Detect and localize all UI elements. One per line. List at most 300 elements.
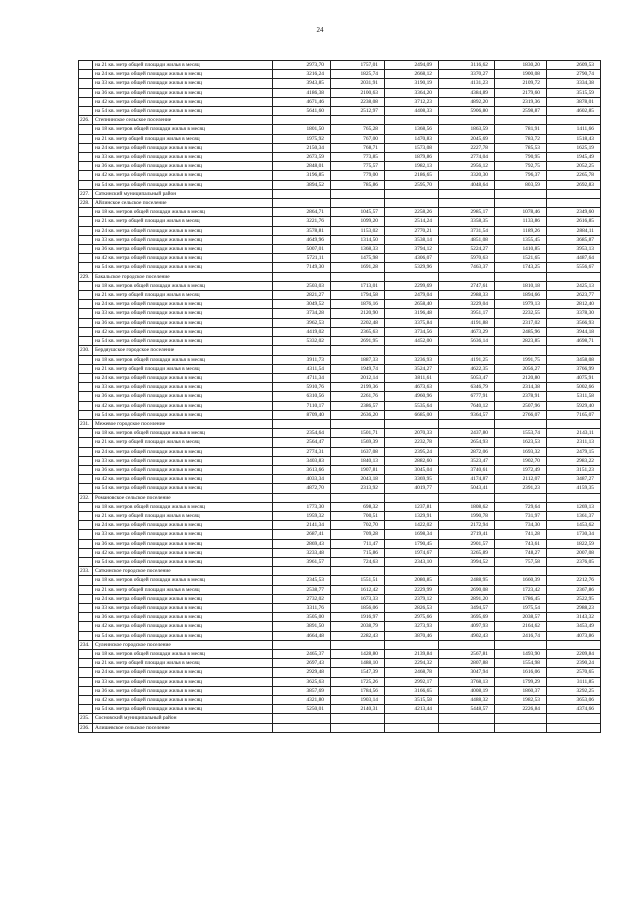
empty-cell — [385, 116, 439, 125]
value-cell: 790,95 — [495, 153, 547, 162]
empty-cell — [495, 419, 547, 428]
value-cell: 3894,52 — [273, 180, 331, 189]
empty-index-cell — [79, 410, 93, 419]
section-number: 233. — [79, 567, 93, 576]
empty-index-cell — [79, 254, 93, 263]
row-label: на 42 кв. метра общей площади жилья в месяц — [93, 696, 273, 705]
value-cell: 1623,53 — [495, 438, 547, 447]
empty-index-cell — [79, 171, 93, 180]
value-cell: 2598,87 — [495, 107, 547, 116]
value-cell: 2567,81 — [439, 650, 495, 659]
value-cell: 2826,53 — [385, 603, 439, 612]
value-cell: 2929,48 — [273, 668, 331, 677]
empty-cell — [331, 346, 385, 355]
value-cell: 2139,84 — [385, 650, 439, 659]
row-label: на 36 кв. метра общей площади жилья в месяц — [93, 88, 273, 97]
value-cell: 2697,43 — [273, 659, 331, 668]
value-cell: 3229,04 — [439, 300, 495, 309]
empty-index-cell — [79, 318, 93, 327]
value-cell: 3740,61 — [439, 465, 495, 474]
value-cell: 2038,57 — [495, 613, 547, 622]
empty-cell — [439, 199, 495, 208]
table-row — [79, 401, 601, 410]
value-cell: 4902,43 — [439, 631, 495, 640]
value-cell: 2812,40 — [547, 300, 601, 309]
empty-cell — [273, 116, 331, 125]
empty-cell — [273, 640, 331, 649]
row-label: на 18 кв. метров общей площади жилья в месяц — [93, 650, 273, 659]
value-cell: 2319,36 — [495, 97, 547, 106]
value-cell: 5910,76 — [273, 383, 331, 392]
value-cell: 3320,30 — [439, 171, 495, 180]
table-row — [79, 502, 601, 511]
empty-index-cell — [79, 401, 93, 410]
value-cell: 8709,40 — [273, 410, 331, 419]
value-cell: 4384,89 — [439, 88, 495, 97]
table-row — [79, 373, 601, 382]
section-title: Бердяушское городское поселение — [93, 346, 273, 355]
value-cell: 715,86 — [331, 548, 385, 557]
value-cell: 2616,85 — [547, 217, 601, 226]
value-cell: 4131,23 — [439, 79, 495, 88]
value-cell: 2390,24 — [547, 659, 601, 668]
row-label: на 42 кв. метра общей площади жилья в месяц — [93, 475, 273, 484]
value-cell: 4851,08 — [439, 235, 495, 244]
value-cell: 4033,34 — [273, 475, 331, 484]
value-cell: 775,57 — [331, 162, 385, 171]
value-cell: 3768,13 — [439, 677, 495, 686]
empty-cell — [385, 714, 439, 723]
section-number: 236. — [79, 723, 93, 732]
table-row — [79, 281, 601, 290]
empty-index-cell — [79, 364, 93, 373]
section-number: 226. — [79, 116, 93, 125]
row-label: на 36 кв. метра общей площади жилья в месяц — [93, 392, 273, 401]
section-number: 228. — [79, 199, 93, 208]
value-cell: 5002,66 — [547, 383, 601, 392]
value-cell: 1269,13 — [547, 502, 601, 511]
empty-index-cell — [79, 511, 93, 520]
value-cell: 1698,34 — [385, 530, 439, 539]
empty-cell — [495, 346, 547, 355]
value-cell: 2345,53 — [273, 576, 331, 585]
value-cell: 1361,37 — [547, 511, 601, 520]
empty-cell — [495, 116, 547, 125]
row-label: на 54 кв. метра общей площади жилья в месяц — [93, 557, 273, 566]
empty-index-cell — [79, 79, 93, 88]
value-cell: 4191,88 — [439, 318, 495, 327]
value-cell: 2687,41 — [273, 530, 331, 539]
empty-cell — [495, 723, 547, 732]
value-cell: 729,64 — [495, 502, 547, 511]
value-cell: 2227,78 — [439, 143, 495, 152]
value-cell: 2314,38 — [495, 383, 547, 392]
value-cell: 5224,27 — [439, 245, 495, 254]
empty-cell — [439, 272, 495, 281]
row-label: на 33 кв. метра общей площади жилья в месяц — [93, 79, 273, 88]
empty-index-cell — [79, 291, 93, 300]
value-cell: 2070,33 — [385, 429, 439, 438]
section-row — [79, 346, 601, 355]
empty-index-cell — [79, 281, 93, 290]
value-cell: 4191,25 — [439, 355, 495, 364]
table-row — [79, 622, 601, 631]
empty-index-cell — [79, 686, 93, 695]
value-cell: 5641,60 — [273, 107, 331, 116]
value-cell: 4306,07 — [385, 254, 439, 263]
table-row — [79, 659, 601, 668]
value-cell: 3403,83 — [273, 456, 331, 465]
row-label: на 42 кв. метра общей площади жилья в месяц — [93, 327, 273, 336]
section-row — [79, 723, 601, 732]
empty-cell — [547, 116, 601, 125]
empty-cell — [547, 640, 601, 649]
empty-cell — [495, 189, 547, 198]
value-cell: 2164,62 — [495, 622, 547, 631]
table-row — [79, 134, 601, 143]
value-cell: 3734,56 — [385, 327, 439, 336]
value-cell: 1637,08 — [331, 447, 385, 456]
value-cell: 785,86 — [331, 180, 385, 189]
value-cell: 2212,76 — [547, 576, 601, 585]
empty-cell — [547, 272, 601, 281]
value-cell: 3505,00 — [273, 613, 331, 622]
empty-index-cell — [79, 309, 93, 318]
row-label: на 24 кв. метра общей площади жилья в месяц — [93, 300, 273, 309]
empty-cell — [547, 723, 601, 732]
empty-index-cell — [79, 383, 93, 392]
value-cell: 698,32 — [331, 502, 385, 511]
value-cell: 3047,94 — [439, 668, 495, 677]
value-cell: 2172,94 — [439, 521, 495, 530]
row-label: на 54 кв. метра общей площади жилья в месяц — [93, 180, 273, 189]
tariff-table — [78, 60, 601, 733]
value-cell: 1518,43 — [547, 134, 601, 143]
value-cell: 4698,71 — [547, 337, 601, 346]
value-cell: 2766,07 — [495, 410, 547, 419]
empty-cell — [331, 640, 385, 649]
table-row — [79, 548, 601, 557]
table-row — [79, 245, 601, 254]
value-cell: 3538,14 — [385, 235, 439, 244]
value-cell: 3049,52 — [273, 300, 331, 309]
table-row — [79, 355, 601, 364]
empty-index-cell — [79, 677, 93, 686]
empty-cell — [547, 567, 601, 576]
row-label: на 33 кв. метра общей площади жилья в месяц — [93, 677, 273, 686]
value-cell: 3712,23 — [385, 97, 439, 106]
value-cell: 1453,62 — [547, 521, 601, 530]
value-cell: 724,63 — [331, 557, 385, 566]
value-cell: 2975,66 — [385, 613, 439, 622]
row-label: на 18 кв. метров общей площади жилья в месяц — [93, 429, 273, 438]
value-cell: 1725,26 — [331, 677, 385, 686]
value-cell: 3943,85 — [273, 79, 331, 88]
value-cell: 2821,27 — [273, 291, 331, 300]
value-cell: 1368,33 — [331, 245, 385, 254]
empty-cell — [385, 640, 439, 649]
empty-index-cell — [79, 245, 93, 254]
value-cell: 1794,58 — [331, 291, 385, 300]
value-cell: 1045,57 — [331, 208, 385, 217]
value-cell: 1723,42 — [495, 585, 547, 594]
value-cell: 2229,99 — [385, 585, 439, 594]
value-cell: 2507,96 — [495, 401, 547, 410]
section-number: 231. — [79, 419, 93, 428]
value-cell: 3685,87 — [547, 235, 601, 244]
empty-cell — [439, 493, 495, 502]
value-cell: 3653,06 — [547, 696, 601, 705]
empty-cell — [495, 493, 547, 502]
table-row — [79, 603, 601, 612]
row-label: на 24 кв. метра общей площади жилья в месяц — [93, 521, 273, 530]
value-cell: 1153,02 — [331, 226, 385, 235]
value-cell: 709,28 — [331, 530, 385, 539]
row-label: на 33 кв. метра общей площади жилья в месяц — [93, 309, 273, 318]
row-label: на 24 кв. метра общей площади жилья в месяц — [93, 143, 273, 152]
value-cell: 4602,85 — [547, 107, 601, 116]
value-cell: 1916,97 — [331, 613, 385, 622]
empty-cell — [439, 116, 495, 125]
value-cell: 2609,53 — [547, 61, 601, 70]
value-cell: 1902,70 — [495, 456, 547, 465]
value-cell: 2007,08 — [547, 548, 601, 557]
value-cell: 3524,27 — [385, 364, 439, 373]
table-row — [79, 429, 601, 438]
table-row — [79, 668, 601, 677]
value-cell: 743,61 — [495, 539, 547, 548]
value-cell: 6685,00 — [385, 410, 439, 419]
empty-index-cell — [79, 548, 93, 557]
empty-cell — [273, 199, 331, 208]
value-cell: 4174,87 — [439, 475, 495, 484]
value-cell: 4649,96 — [273, 235, 331, 244]
empty-index-cell — [79, 162, 93, 171]
value-cell: 4008,19 — [439, 686, 495, 695]
table-row — [79, 392, 601, 401]
value-cell: 1822,59 — [547, 539, 601, 548]
table-row — [79, 61, 601, 70]
table-row — [79, 539, 601, 548]
empty-cell — [547, 493, 601, 502]
empty-cell — [331, 189, 385, 198]
row-label: на 42 кв. метра общей площади жилья в месяц — [93, 548, 273, 557]
section-row — [79, 272, 601, 281]
value-cell: 2494,09 — [385, 61, 439, 70]
value-cell: 1876,16 — [331, 300, 385, 309]
value-cell: 767,00 — [331, 134, 385, 143]
row-label: на 24 кв. метра общей площади жилья в месяц — [93, 226, 273, 235]
empty-index-cell — [79, 88, 93, 97]
value-cell: 1784,56 — [331, 686, 385, 695]
row-label: на 18 кв. метров общей площади жилья в месяц — [93, 576, 273, 585]
section-number: 230. — [79, 346, 93, 355]
empty-cell — [495, 714, 547, 723]
value-cell: 1422,02 — [385, 521, 439, 530]
value-cell: 2045,69 — [439, 134, 495, 143]
value-cell: 796,37 — [495, 171, 547, 180]
value-cell: 3794,12 — [385, 245, 439, 254]
value-cell: 2901,57 — [439, 539, 495, 548]
value-cell: 2807,88 — [439, 659, 495, 668]
empty-index-cell — [79, 438, 93, 447]
value-cell: 2570,65 — [547, 668, 601, 677]
value-cell: 2349,60 — [547, 208, 601, 217]
empty-cell — [547, 189, 601, 198]
row-label: на 54 кв. метра общей площади жилья в месяц — [93, 705, 273, 714]
value-cell: 3494,57 — [439, 603, 495, 612]
value-cell: 2512,97 — [331, 107, 385, 116]
empty-index-cell — [79, 355, 93, 364]
empty-cell — [273, 419, 331, 428]
row-label: на 54 кв. метра общей площади жилья в месяц — [93, 337, 273, 346]
empty-cell — [547, 419, 601, 428]
value-cell: 2391,23 — [495, 484, 547, 493]
value-cell: 2465,37 — [273, 650, 331, 659]
empty-cell — [385, 567, 439, 576]
value-cell: 3458,08 — [547, 355, 601, 364]
empty-index-cell — [79, 134, 93, 143]
value-cell: 4673,29 — [439, 327, 495, 336]
value-cell: 1990,78 — [439, 511, 495, 520]
table-row — [79, 263, 601, 272]
value-cell: 1355,45 — [495, 235, 547, 244]
value-cell: 3151,23 — [547, 465, 601, 474]
value-cell: 2770,21 — [385, 226, 439, 235]
value-cell: 4019,77 — [385, 484, 439, 493]
empty-cell — [547, 714, 601, 723]
value-cell: 2503,03 — [273, 281, 331, 290]
value-cell: 700,51 — [331, 511, 385, 520]
row-label: на 21 кв. метр общей площади жилья в месяц — [93, 438, 273, 447]
empty-index-cell — [79, 180, 93, 189]
row-label: на 24 кв. метра общей площади жилья в месяц — [93, 70, 273, 79]
value-cell: 3515,59 — [547, 88, 601, 97]
empty-index-cell — [79, 576, 93, 585]
table-row — [79, 438, 601, 447]
table-row — [79, 465, 601, 474]
value-cell: 2992,17 — [385, 677, 439, 686]
value-cell: 1314,50 — [331, 235, 385, 244]
value-cell: 2514,24 — [385, 217, 439, 226]
value-cell: 731,97 — [495, 511, 547, 520]
empty-index-cell — [79, 429, 93, 438]
value-cell: 1743,25 — [495, 263, 547, 272]
table-row — [79, 650, 601, 659]
empty-cell — [439, 419, 495, 428]
value-cell: 1660,39 — [495, 576, 547, 585]
value-cell: 2261,76 — [331, 392, 385, 401]
value-cell: 4408,33 — [385, 107, 439, 116]
value-cell: 2179,60 — [495, 88, 547, 97]
row-label: на 33 кв. метра общей площади жилья в месяц — [93, 603, 273, 612]
table-row — [79, 125, 601, 134]
value-cell: 7110,17 — [273, 401, 331, 410]
value-cell: 2379,12 — [385, 594, 439, 603]
value-cell: 2031,91 — [331, 79, 385, 88]
value-cell: 2823,85 — [495, 337, 547, 346]
value-cell: 3453,49 — [547, 622, 601, 631]
empty-index-cell — [79, 521, 93, 530]
empty-index-cell — [79, 373, 93, 382]
value-cell: 3190,19 — [385, 79, 439, 88]
value-cell: 2479,04 — [385, 291, 439, 300]
empty-cell — [273, 272, 331, 281]
value-cell: 3196,85 — [273, 171, 331, 180]
empty-index-cell — [79, 97, 93, 106]
value-cell: 748,27 — [495, 548, 547, 557]
value-cell: 2882,60 — [385, 456, 439, 465]
value-cell: 2668,12 — [385, 70, 439, 79]
table-row — [79, 226, 601, 235]
value-cell: 2258,26 — [385, 208, 439, 217]
row-label: на 24 кв. метра общей площади жилья в месяц — [93, 447, 273, 456]
value-cell: 1237,81 — [385, 502, 439, 511]
empty-cell — [273, 189, 331, 198]
empty-cell — [331, 116, 385, 125]
value-cell: 1553,74 — [495, 429, 547, 438]
empty-index-cell — [79, 208, 93, 217]
value-cell: 3523,47 — [439, 456, 495, 465]
value-cell: 1959,32 — [273, 511, 331, 520]
value-cell: 4073,86 — [547, 631, 601, 640]
value-cell: 5721,11 — [273, 254, 331, 263]
section-title: Сулеинское городское поселение — [93, 640, 273, 649]
table-row — [79, 88, 601, 97]
table-row — [79, 162, 601, 171]
row-label: на 21 кв. метр общей площади жилья в месяц — [93, 291, 273, 300]
value-cell: 2112,07 — [495, 475, 547, 484]
value-cell: 2052,25 — [547, 162, 601, 171]
row-label: на 42 кв. метра общей площади жилья в месяц — [93, 401, 273, 410]
row-label: на 54 кв. метра общей площади жилья в месяц — [93, 484, 273, 493]
row-label: на 21 кв. метр общей площади жилья в месяц — [93, 585, 273, 594]
value-cell: 2538,77 — [273, 585, 331, 594]
value-cell: 1773,30 — [273, 502, 331, 511]
value-cell: 2774,04 — [439, 153, 495, 162]
value-cell: 3236,93 — [385, 355, 439, 364]
value-cell: 4374,66 — [547, 705, 601, 714]
empty-index-cell — [79, 502, 93, 511]
value-cell: 2988,23 — [547, 603, 601, 612]
value-cell: 4159,35 — [547, 484, 601, 493]
section-title: Саткинское городское поселение — [93, 567, 273, 576]
value-cell: 5556,67 — [547, 263, 601, 272]
table-row — [79, 456, 601, 465]
value-cell: 6346,79 — [439, 383, 495, 392]
value-cell: 1554,98 — [495, 659, 547, 668]
value-cell: 3111,85 — [547, 677, 601, 686]
value-cell: 2226,84 — [495, 705, 547, 714]
value-cell: 4048,64 — [439, 180, 495, 189]
value-cell: 1612,42 — [331, 585, 385, 594]
row-label: на 42 кв. метра общей площади жилья в месяц — [93, 254, 273, 263]
table-row — [79, 530, 601, 539]
value-cell: 2658,40 — [385, 300, 439, 309]
empty-index-cell — [79, 530, 93, 539]
empty-index-cell — [79, 585, 93, 594]
value-cell: 757,58 — [495, 557, 547, 566]
section-title: Межевое городское поселение — [93, 419, 273, 428]
value-cell: 2232,55 — [495, 309, 547, 318]
value-cell: 4419,02 — [273, 327, 331, 336]
empty-cell — [439, 714, 495, 723]
value-cell: 1974,67 — [385, 548, 439, 557]
empty-cell — [273, 714, 331, 723]
empty-cell — [439, 567, 495, 576]
empty-index-cell — [79, 539, 93, 548]
empty-cell — [331, 723, 385, 732]
